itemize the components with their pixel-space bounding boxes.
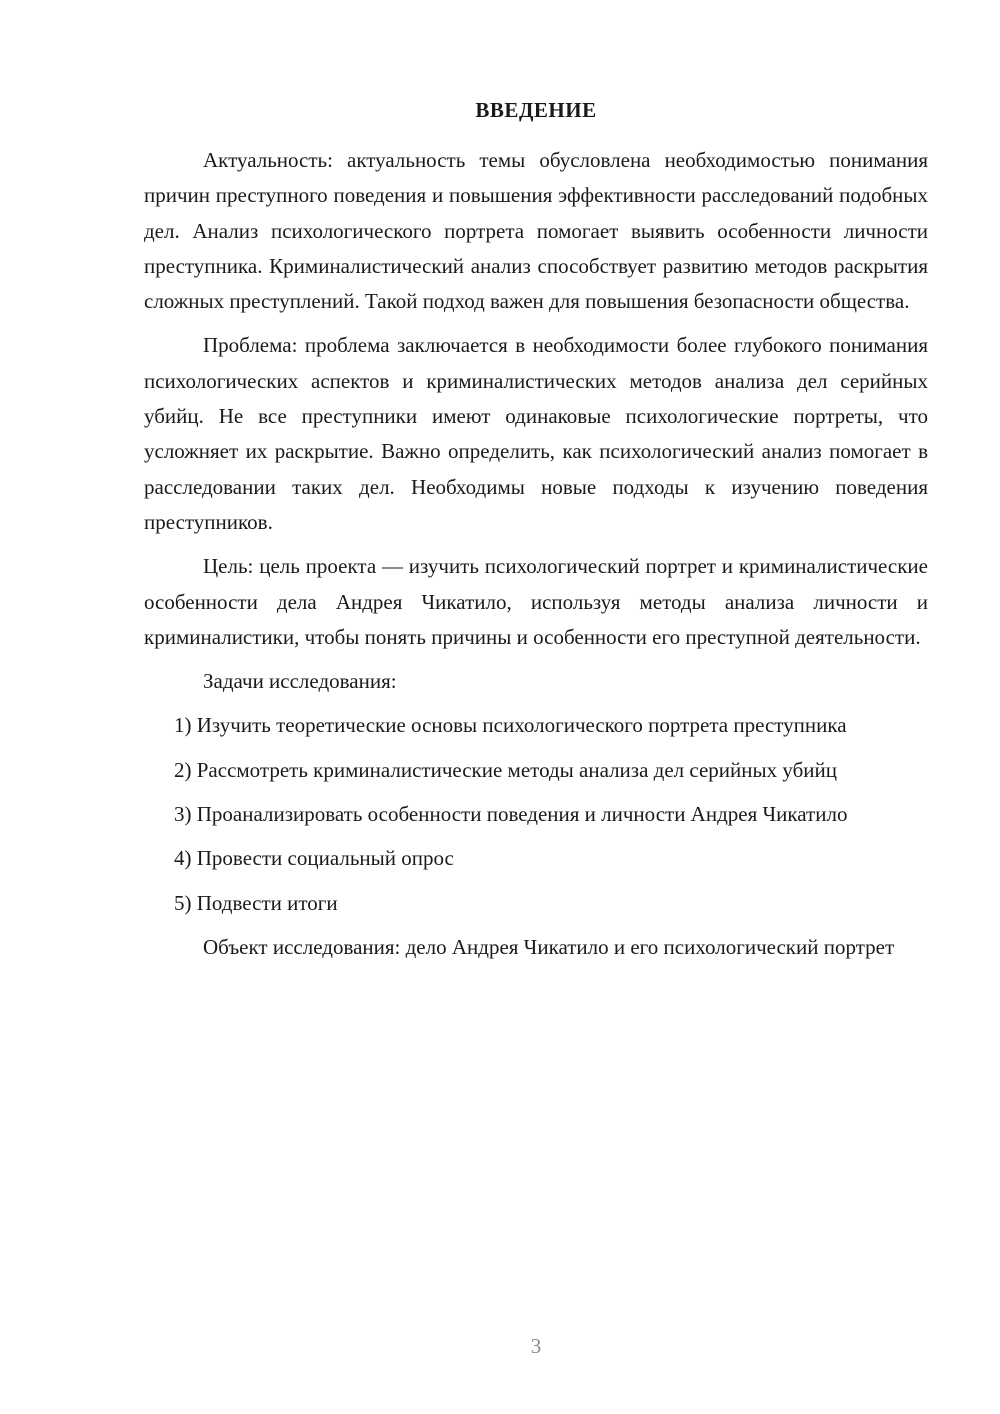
goal-paragraph: Цель: цель проекта — изучить психологический портрет и криминалистические особенности дела Андрея Чикатило, используя методы анализа личности и криминалистики, чтобы понять причины и особенности его преступной деятельности. — [144, 554, 928, 649]
section-title: ВВЕДЕНИЕ — [475, 98, 597, 122]
research-object-paragraph: Объект исследования: дело Андрея Чикатило и его психологический портрет — [203, 934, 895, 959]
task-item-3: 3) Проанализировать особенности поведения и личности Андрея Чикатило — [174, 802, 848, 827]
document-page — [144, 93, 928, 974]
task-item-5: 5) Подвести итоги — [174, 890, 338, 915]
problem-paragraph: Проблема: проблема заключается в необходимости более глубокого понимания психологических аспектов и криминалистических методов анализа дел серийных убийц. Не все преступники имеют одинаковые психологические портреты, что усложняет их раскрытие. Важно определить, как психологический анализ помогает в расследовании таких дел. Необходимы новые подходы к изучению поведения преступников. — [144, 333, 928, 534]
relevance-paragraph: Актуальность: актуальность темы обусловлена необходимостью понимания причин преступного поведения и повышения эффективности расследований подобных дел. Анализ психологического портрета помогает выявить особенности личности преступника. Криминалистический анализ способствует развитию методов раскрытия сложных преступлений. Такой подход важен для повышения безопасности общества. — [144, 148, 928, 314]
task-item-4: 4) Провести социальный опрос — [174, 846, 454, 871]
task-item-1: 1) Изучить теоретические основы психологического портрета преступника — [174, 713, 847, 738]
tasks-heading: Задачи исследования: — [203, 669, 397, 694]
task-item-2: 2) Рассмотреть криминалистические методы анализа дел серийных убийц — [174, 757, 837, 782]
page-number: 3 — [530, 1334, 542, 1358]
